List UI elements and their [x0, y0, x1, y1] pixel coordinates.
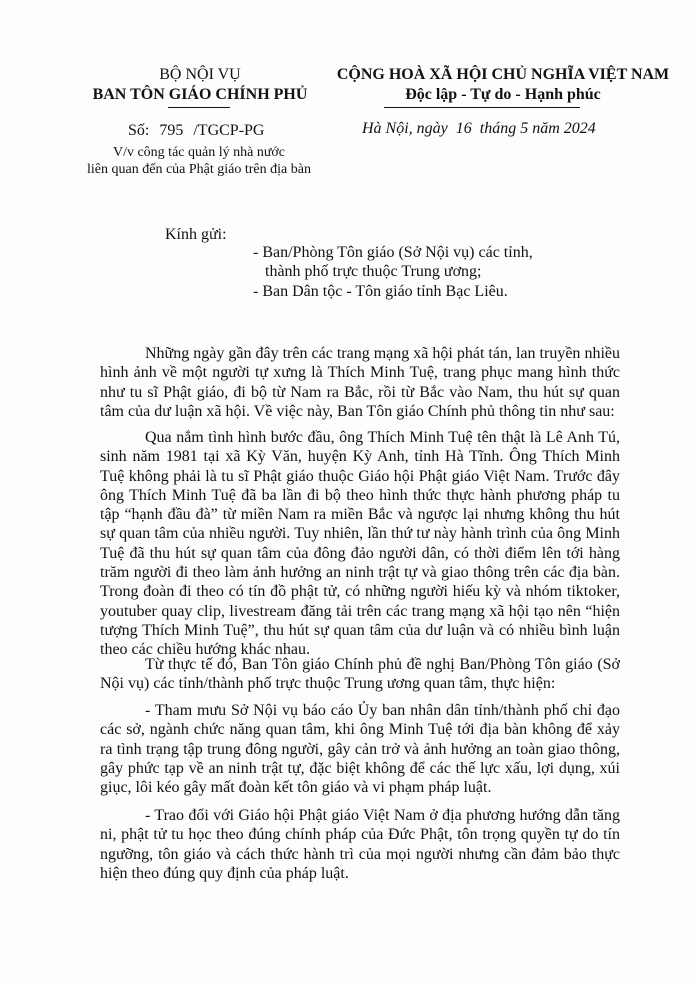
paragraph-line: Trong đoàn đi theo có tín đồ phật tử, có những người hiếu kỳ và nhóm tiktoker,: [100, 583, 620, 601]
recipient-label: Kính gửi:: [165, 226, 227, 243]
paragraph-line: - Tham mưu Sở Nội vụ báo cáo Ủy ban nhân dân tỉnh/thành phố chỉ đạo: [145, 702, 620, 719]
subject-line-2: liên quan đến của Phật giáo trên địa bàn: [87, 162, 311, 177]
body-paragraph-3: [100, 655, 620, 694]
body-paragraph-4: [100, 701, 620, 797]
paragraph-line: Từ thực tế đó, Ban Tôn giáo Chính phủ đề nghị Ban/Phòng Tôn giáo (Sở: [145, 656, 620, 673]
document-number-prefix: Số:: [128, 122, 150, 139]
paragraph-line: ra tình trạng tập trung đông người, gây cản trở và ảnh hưởng an toàn giao thông,: [100, 740, 620, 758]
paragraph-line: hình ảnh về một người tự xưng là Thích Minh Tuệ, trang phục mang hình thức: [100, 364, 620, 382]
subject-line-1: V/v công tác quản lý nhà nước: [112, 145, 286, 160]
paragraph-line: ngưỡng, tôn giáo và cách thức hành trì của mọi người nhưng cần đảm bảo thực: [100, 845, 620, 863]
document-number-suffix: /TGCP-PG: [193, 122, 265, 139]
paragraph-line: ni, phật tử tu học theo đúng chính pháp của Đức Phật, tôn trọng quyền tự do tín: [100, 826, 620, 844]
paragraph-line: hiện theo đúng quy định của pháp luật.: [100, 864, 349, 882]
paragraph-line: gây phức tạp về an ninh trật tự, đặc biệt không để các thế lực xấu, lợi dụng, xúi: [100, 759, 620, 777]
body-paragraph-5: [100, 806, 620, 883]
recipient-line-3: - Ban Dân tộc - Tôn giáo tỉnh Bạc Liêu.: [253, 283, 508, 300]
document-number: [128, 122, 264, 140]
paragraph-line: tâm của dư luận xã hội. Về việc này, Ban Tôn giáo Chính phủ thông tin như sau:: [100, 402, 615, 420]
paragraph-line: youtuber quay clip, livestream đăng tải trên các trang mạng xã hội tạo nên “hiện: [100, 602, 620, 620]
paragraph-line: Những ngày gần đây trên các trang mạng xã hội phát tán, lan truyền nhiều: [145, 345, 620, 362]
agency-parent: BỘ NỘI VỤ: [159, 66, 241, 83]
recipient-line-2: thành phố trực thuộc Trung ương;: [265, 263, 482, 280]
paragraph-line: tập “hạnh đầu đà” từ miền Nam ra miền Bắc và ngược lại nhưng không thu hút: [100, 506, 620, 524]
paragraph-line: ông Thích Minh Tuệ đã ba lần đi bộ theo hình thức thực hành phương pháp tu: [100, 486, 620, 504]
paragraph-line: sinh năm 1981 tại xã Kỳ Văn, huyện Kỳ Anh, tỉnh Hà Tĩnh. Ông Thích Minh: [100, 448, 620, 466]
body-paragraph-2: [100, 428, 620, 660]
paragraph-line: trăm người đi theo làm ảnh hưởng an ninh trật tự và giao thông trên các địa bàn.: [100, 564, 620, 582]
document-number-value: 795: [159, 122, 184, 139]
paragraph-line: Nội vụ) các tỉnh/thành phố trực thuộc Trung ương quan tâm, thực hiện:: [100, 675, 556, 693]
paragraph-line: như tu sĩ Phật giáo, đi bộ từ Nam ra Bắc, rồi từ Bắc vào Nam, thu hút sự quan: [100, 383, 620, 401]
paragraph-line: giục, lôi kéo gây mất đoàn kết tôn giáo và vi phạm pháp luật.: [100, 779, 492, 797]
paragraph-line: - Trao đổi với Giáo hội Phật giáo Việt Nam ở địa phương hướng dẫn tăng: [145, 807, 620, 824]
body-paragraph-1: [100, 344, 620, 421]
paragraph-line: Tuệ đã thu hút sự quan tâm của đông đảo người dân, có thời điểm lên tới hàng: [100, 544, 620, 562]
national-motto: Độc lập - Tự do - Hạnh phúc: [405, 86, 601, 103]
agency-name: BAN TÔN GIÁO CHÍNH PHỦ: [92, 86, 308, 103]
paragraph-line: sự quan tâm của nhiều người. Tuy nhiên, lần thứ tư này hành trình của ông Minh: [100, 525, 620, 543]
agency-underline: [168, 107, 230, 108]
recipient-line-1: - Ban/Phòng Tôn giáo (Sở Nội vụ) các tỉnh,: [253, 244, 533, 261]
paragraph-line: tượng Thích Minh Tuệ”, thu hút sự quan tâm của dư luận và có nhiều bình luận: [100, 621, 620, 639]
national-title: CỘNG HOÀ XÃ HỘI CHỦ NGHĨA VIỆT NAM: [336, 66, 670, 83]
document-date: Hà Nội, ngày 16 tháng 5 năm 2024: [362, 120, 596, 137]
paragraph-line: Qua nắm tình hình bước đầu, ông Thích Minh Tuệ tên thật là Lê Anh Tú,: [145, 429, 620, 446]
paragraph-line: Tuệ không phải là tu sĩ Phật giáo thuộc Giáo hội Phật giáo Việt Nam. Trước đây: [100, 467, 620, 485]
paragraph-line: theo các chiều hướng khác nhau.: [100, 641, 310, 659]
paragraph-line: các sở, ngành chức năng quan tâm, khi ông Minh Tuệ tới địa bàn không để xảy: [100, 721, 620, 739]
motto-underline: [384, 107, 580, 108]
